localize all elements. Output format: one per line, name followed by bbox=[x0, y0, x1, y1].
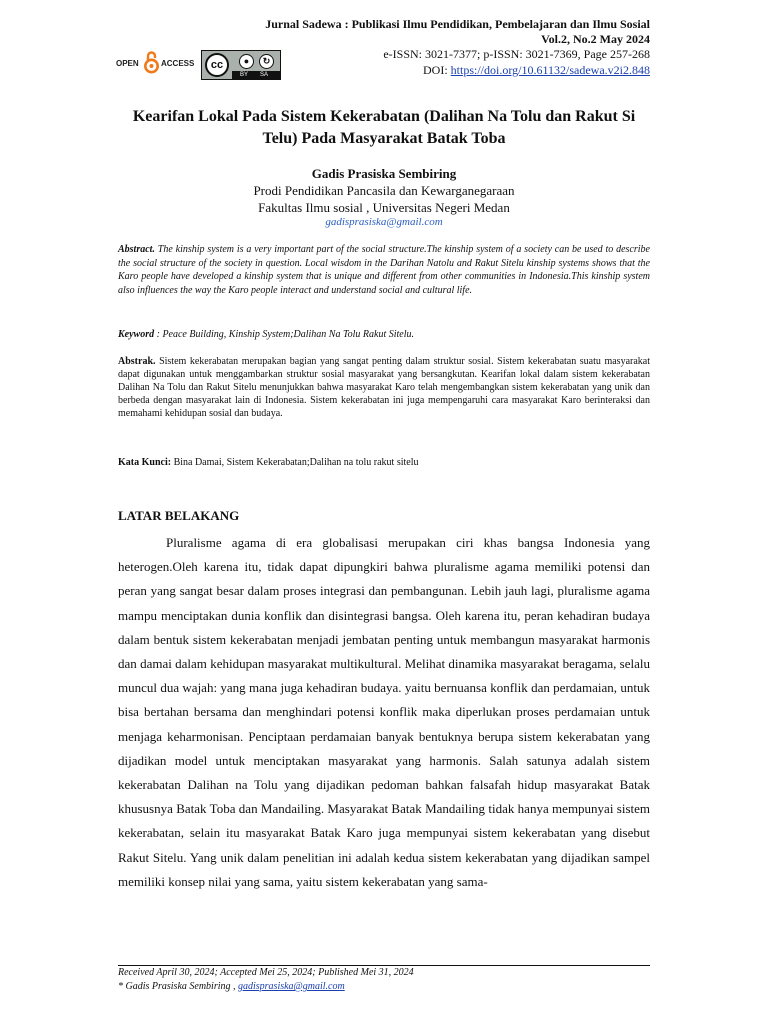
paper-title: Kearifan Lokal Pada Sistem Kekerabatan (Dalihan Na Tolu dan Rakut Si Telu) Pada Masyarakat Batak Toba bbox=[132, 108, 636, 147]
abstract-label: Abstract. bbox=[118, 244, 155, 255]
footer-dates: Received April 30, 2024; Accepted Mei 25, 2024; Published Mei 31, 2024 bbox=[118, 967, 414, 978]
journal-issn: e-ISSN: 3021-7377; p-ISSN: 3021-7369, Page 257-268 bbox=[383, 47, 650, 61]
open-access-lock-icon bbox=[144, 50, 159, 74]
author-name: Gadis Prasiska Sembiring bbox=[311, 166, 457, 181]
cc-by-label: BY bbox=[240, 72, 249, 78]
cc-by-sa-license-badge[interactable] bbox=[201, 50, 281, 80]
footer-corresponding-author: * Gadis Prasiska Sembiring , bbox=[118, 981, 238, 992]
journal-name: Jurnal Sadewa : Publikasi Ilmu Pendidikan, Pembelajaran dan Ilmu Sosial bbox=[265, 17, 650, 31]
abstract-english-text: The kinship system is a very important part of the social structure.The kinship system of a society can be used to describe the social structure of the society in question. Local wisdom in the Darihan Natolu and Rakut Sitelu kinship systems shows that the Karo people have developed a kinship system that is unique and different from other communities in Indonesia.This kinship system also influences the way the Karo people interact and understand social and cultural life. bbox=[118, 244, 650, 296]
kata-kunci-label: Kata Kunci: bbox=[118, 457, 172, 468]
abstract-indonesian-text: Sistem kekerabatan merupakan bagian yang sangat penting dalam struktur sosial. Sistem kekerabatan suatu masyarakat dapat digunakan untuk menggambarkan struktur sosial masyarakat yang bersangkutan. Kearifan lokal dalam sistem kekerabatan Dalihan Na Tolu dan Rakut Sitelu menunjukkan bahwa masyarakat Karo telah mengembangkan sistem kekerabatan yang unik dan berbeda dengan masyarakat lain di Indonesia. Sistem kekerabatan ini juga mempengaruhi cara masyarakat Karo berinteraksi dan memahami kehidupan sosial dan budaya. bbox=[118, 356, 650, 419]
body-paragraph: Pluralisme agama di era globalisasi merupakan ciri khas bangsa Indonesia yang heterogen.Oleh karena itu, tidak dapat dipungkiri bahwa pluralisme agama memiliki potensi dan peran yang sangat besar dalam proses integrasi dan pembangunan. Lebih jauh lagi, pluralisme agama mampu menciptakan dunia konflik dan disintegrasi bangsa. Oleh karena itu, peran kehadiran budaya dalam bentuk sistem kekerabatan menjadi jembatan penting untuk membangun masyarakat harmonis dan damai dalam kehidupan masyarakat multikultural. Melihat dinamika masyarakat beragama, selalu muncul dua wajah: yang mana juga kehadiran budaya. yaitu bernuansa konflik dan perdamaian, untuk bisa bertahan bersama dan menghindari potensi konflik maka diperlukan proses perdamaian untuk menjaga keharmonisan. Penciptaan perdamaian banyak bentuknya berupa sistem kekerabatan yang dijadikan model untuk menciptakan masyarakat yang harmonis. Salah satunya adalah sistem kekerabatan Dalihan na Tolu yang dijadikan pedoman bahkan falsafah hidup masyarakat Batak khususnya Batak Toba dan Mandailing. Masyarakat Batak Mandailing tidak hanya mempunyai sistem kekerabatan, selain itu masyarakat Batak Karo juga mempunyai sistem kekerabatan yang disebut Rakut Sitelu. Yang unik dalam penelitian ini adalah kedua sistem kekerabatan yang dijadikan sampel memiliki konsep nilai yang sama, yaitu sistem kekerabatan yang sama- bbox=[118, 535, 650, 889]
footer-corresponding bbox=[118, 981, 345, 992]
affiliation-program: Prodi Pendidikan Pancasila dan Kewarganegaraan bbox=[253, 183, 515, 198]
open-access-left-text: OPEN bbox=[116, 59, 139, 68]
keywords-indonesian bbox=[118, 457, 650, 468]
cc-sa-label: SA bbox=[260, 72, 269, 78]
doi-line bbox=[423, 62, 650, 78]
footer-rule bbox=[118, 965, 650, 966]
open-access-logo bbox=[116, 50, 198, 76]
keywords-indonesian-text: Bina Damai, Sistem Kekerabatan;Dalihan na tolu rakut sitelu bbox=[171, 457, 419, 468]
journal-volume: Vol.2, No.2 May 2024 bbox=[541, 32, 650, 46]
affiliation-faculty: Fakultas Ilmu sosial , Universitas Negeri Medan bbox=[258, 200, 510, 215]
keywords-english-text: : Peace Building, Kinship System;Dalihan Na Tolu Rakut Sitelu. bbox=[154, 329, 414, 340]
footer-email-link[interactable]: gadisprasiska@gmail.com bbox=[238, 981, 345, 992]
keywords-english bbox=[118, 329, 650, 340]
license-bar bbox=[232, 71, 280, 79]
attribution-icon: ● bbox=[239, 54, 254, 69]
abstract-english bbox=[118, 243, 650, 297]
doi-link[interactable]: https://doi.org/10.61132/sadewa.v2i2.848 bbox=[450, 63, 650, 77]
open-access-right-text: ACCESS bbox=[161, 59, 195, 68]
cc-icon: cc bbox=[205, 53, 229, 77]
doi-label: DOI: bbox=[423, 63, 451, 77]
keyword-label: Keyword bbox=[118, 329, 155, 340]
abstract-indonesian bbox=[118, 355, 650, 420]
abstrak-label: Abstrak. bbox=[118, 356, 156, 367]
section-heading: LATAR BELAKANG bbox=[118, 508, 240, 523]
author-email[interactable]: gadisprasiska@gmail.com bbox=[325, 216, 443, 228]
share-alike-icon: ↻ bbox=[259, 54, 274, 69]
